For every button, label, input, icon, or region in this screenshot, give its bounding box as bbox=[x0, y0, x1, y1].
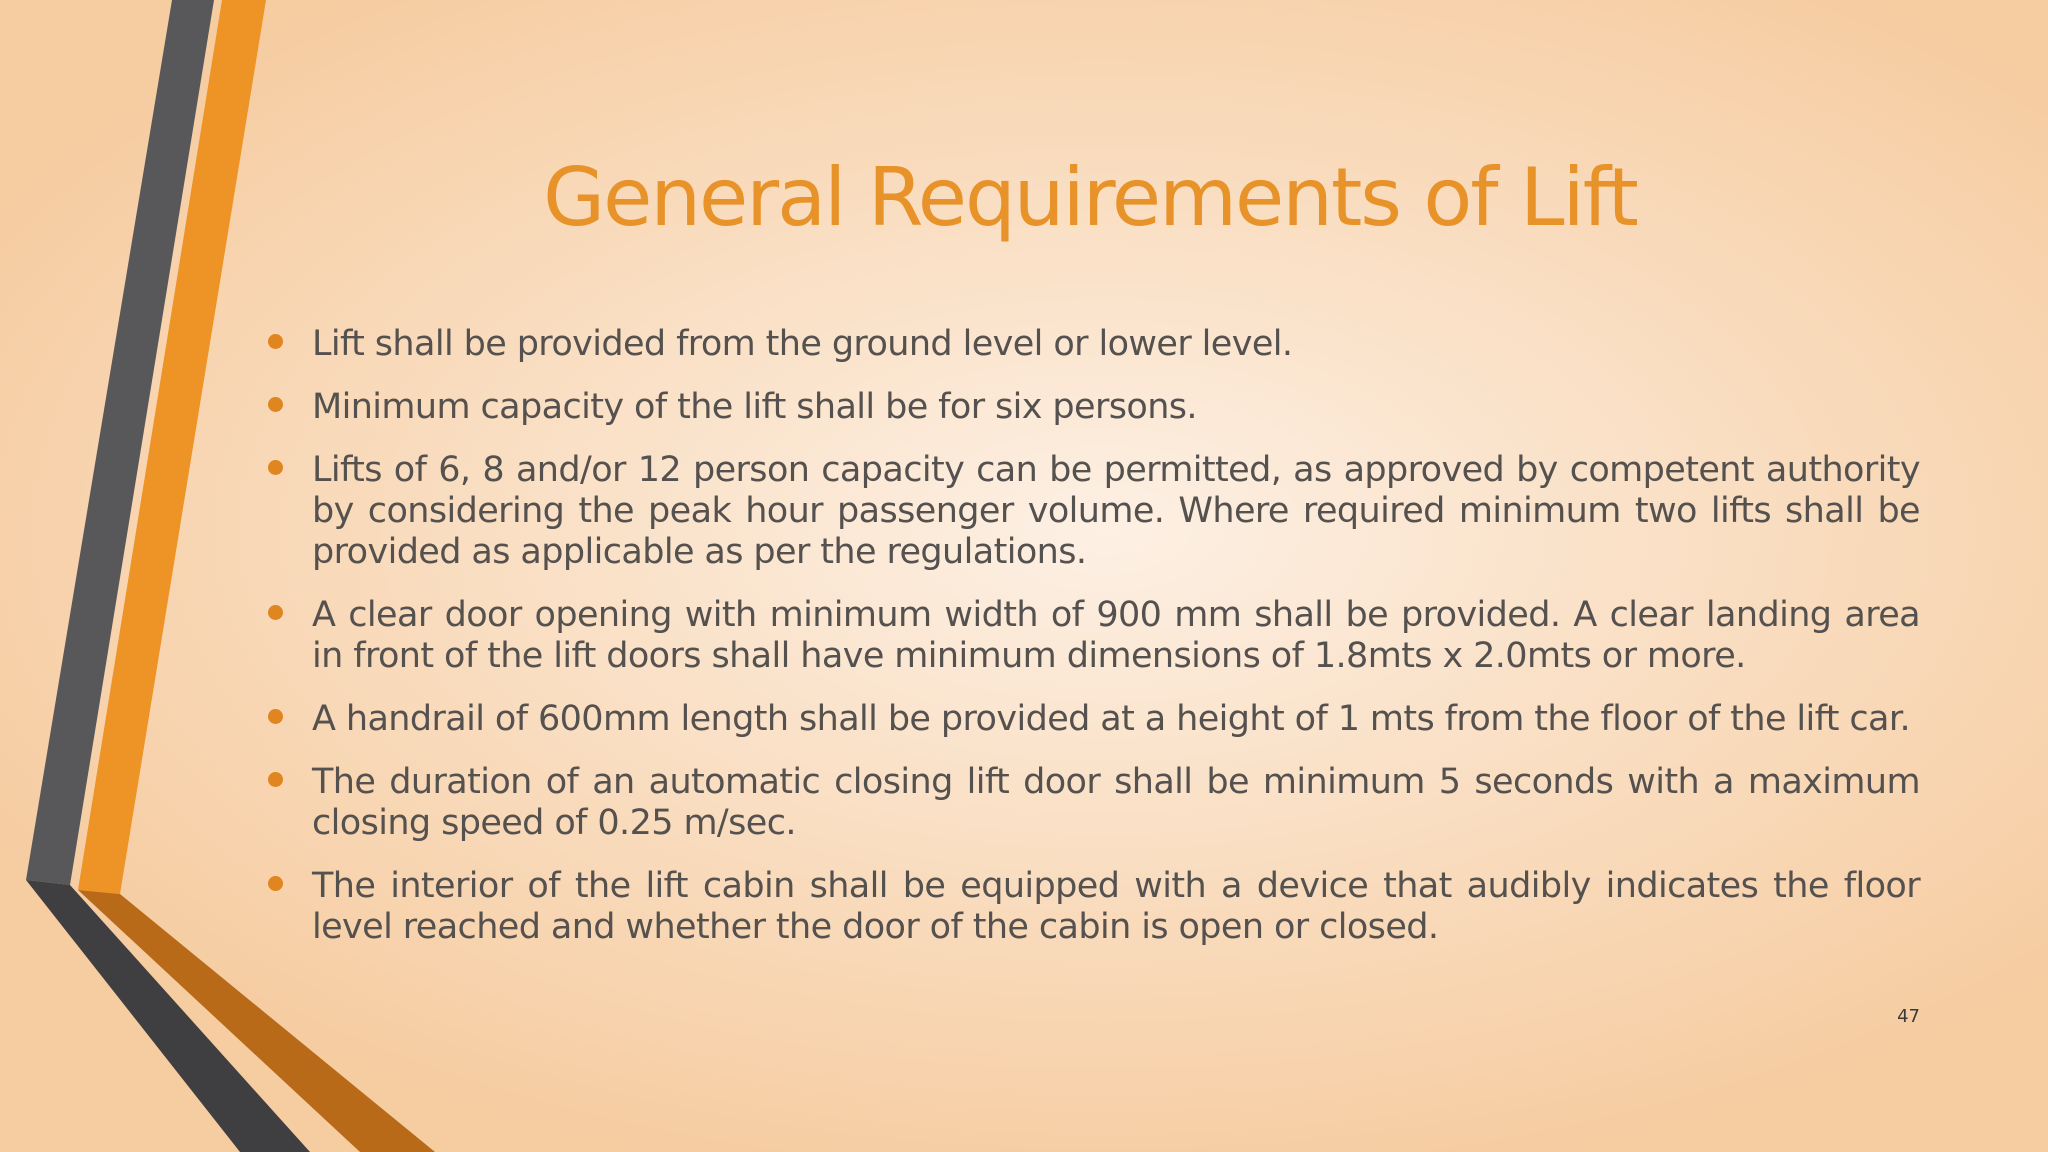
bullet-text: A clear door opening with minimum width of 900 mm shall be provided. A clear landing area in front of the lift doors shall have minimum dimensions of 1.8mts x 2.0mts or more. bbox=[312, 595, 1920, 676]
bullet-text: The interior of the lift cabin shall be equipped with a device that audibly indicates the floor level reached and whether the door of the cabin is open or closed. bbox=[312, 866, 1920, 947]
bullet-dot-icon bbox=[268, 397, 283, 412]
bullet-dot-icon bbox=[268, 876, 283, 891]
bullet-item bbox=[312, 699, 1920, 740]
bullet-list bbox=[312, 324, 1920, 970]
bullet-text: A handrail of 600mm length shall be provided at a height of 1 mts from the floor of the lift car. bbox=[312, 699, 1911, 739]
bullet-dot-icon bbox=[268, 460, 283, 475]
bullet-text: Lifts of 6, 8 and/or 12 person capacity can be permitted, as approved by competent authority by considering the peak hour passenger volume. Where required minimum two lifts shall be provided as applicable as per the regulations. bbox=[312, 450, 1920, 572]
bullet-item bbox=[312, 866, 1920, 948]
slide-title: General Requirements of Lift bbox=[543, 151, 1637, 244]
bullet-text: The duration of an automatic closing lift door shall be minimum 5 seconds with a maximum closing speed of 0.25 m/sec. bbox=[312, 762, 1920, 843]
bullet-dot-icon bbox=[268, 605, 283, 620]
bullet-text: Minimum capacity of the lift shall be for six persons. bbox=[312, 387, 1197, 427]
bullet-dot-icon bbox=[268, 772, 283, 787]
bullet-dot-icon bbox=[268, 334, 283, 349]
bullet-dot-icon bbox=[268, 709, 283, 724]
bullet-item bbox=[312, 324, 1920, 365]
bullet-text: Lift shall be provided from the ground level or lower level. bbox=[312, 324, 1293, 364]
bullet-item bbox=[312, 595, 1920, 677]
bullet-item bbox=[312, 450, 1920, 573]
bullet-item bbox=[312, 387, 1920, 428]
bullet-item bbox=[312, 762, 1920, 844]
page-number: 47 bbox=[1897, 1006, 1920, 1027]
